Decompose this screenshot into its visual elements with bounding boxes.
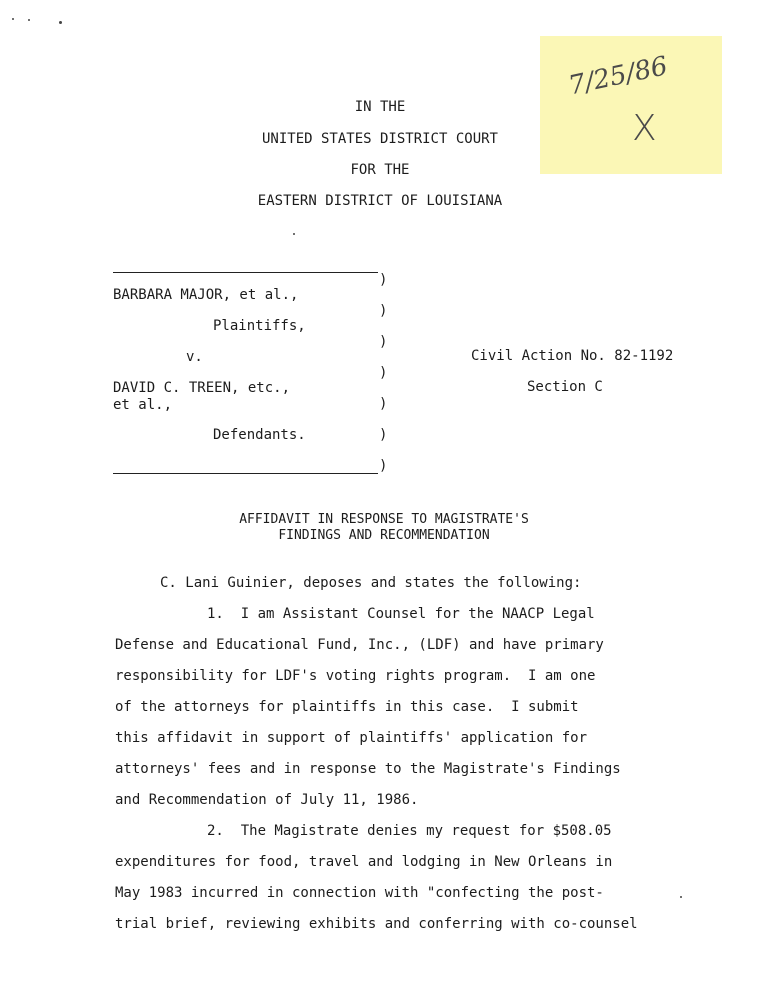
affidavit-title-line: FINDINGS AND RECOMMENDATION xyxy=(278,528,490,543)
civil-action-number: Civil Action No. 82-1192 xyxy=(471,348,674,364)
scan-speck xyxy=(59,21,62,24)
defendant-role: Defendants. xyxy=(213,427,306,443)
court-header-line: EASTERN DISTRICT OF LOUISIANA xyxy=(257,193,503,209)
section-label: Section C xyxy=(527,379,603,395)
defendant-name-cont: et al., xyxy=(113,397,173,413)
affidavit-title-line: AFFIDAVIT IN RESPONSE TO MAGISTRATE'S xyxy=(239,512,529,527)
sticky-note-mark: X xyxy=(632,108,657,149)
sticky-note-date: 7/25/86 xyxy=(566,51,671,102)
caption-paren: ) xyxy=(379,396,388,412)
paragraph-1-line: 1. I am Assistant Counsel for the NAACP Legal xyxy=(207,606,595,622)
caption-paren: ) xyxy=(379,365,388,381)
court-header-line: UNITED STATES DISTRICT COURT xyxy=(261,131,498,147)
caption-paren: ) xyxy=(379,303,388,319)
caption-bottom-rule xyxy=(113,473,378,474)
caption-paren: ) xyxy=(379,272,388,288)
paragraph-2-line: trial brief, reviewing exhibits and conferring with co-counsel xyxy=(115,916,638,932)
paragraph-1-line: of the attorneys for plaintiffs in this case. I submit xyxy=(115,699,579,715)
defendant-name: DAVID C. TREEN, etc., xyxy=(113,380,291,396)
paragraph-1-line: responsibility for LDF's voting rights program. I am one xyxy=(115,668,596,684)
scan-speck xyxy=(12,18,14,20)
paragraph-2-line: expenditures for food, travel and lodging in New Orleans in xyxy=(115,854,613,870)
paragraph-1-line: this affidavit in support of plaintiffs' application for xyxy=(115,730,588,746)
intro-line: C. Lani Guinier, deposes and states the following: xyxy=(160,575,582,591)
paragraph-1-line: attorneys' fees and in response to the Magistrate's Findings xyxy=(115,761,621,777)
scan-speck xyxy=(293,233,295,235)
caption-paren: ) xyxy=(379,334,388,350)
court-header-line: FOR THE xyxy=(350,162,410,178)
paragraph-2-line: 2. The Magistrate denies my request for $508.05 xyxy=(207,823,612,839)
paragraph-1-line: and Recommendation of July 11, 1986. xyxy=(115,792,419,808)
caption-paren: ) xyxy=(379,458,388,474)
caption-top-rule xyxy=(113,272,378,273)
paragraph-2-line: May 1983 incurred in connection with "confecting the post- xyxy=(115,885,604,901)
plaintiff-role: Plaintiffs, xyxy=(213,318,306,334)
plaintiff-name: BARBARA MAJOR, et al., xyxy=(113,287,299,303)
caption-paren: ) xyxy=(379,427,388,443)
paragraph-1-line: Defense and Educational Fund, Inc., (LDF) and have primary xyxy=(115,637,604,653)
scan-speck xyxy=(680,896,682,898)
court-header-line: IN THE xyxy=(354,99,406,115)
versus: v. xyxy=(186,349,203,365)
scan-speck xyxy=(28,19,30,21)
